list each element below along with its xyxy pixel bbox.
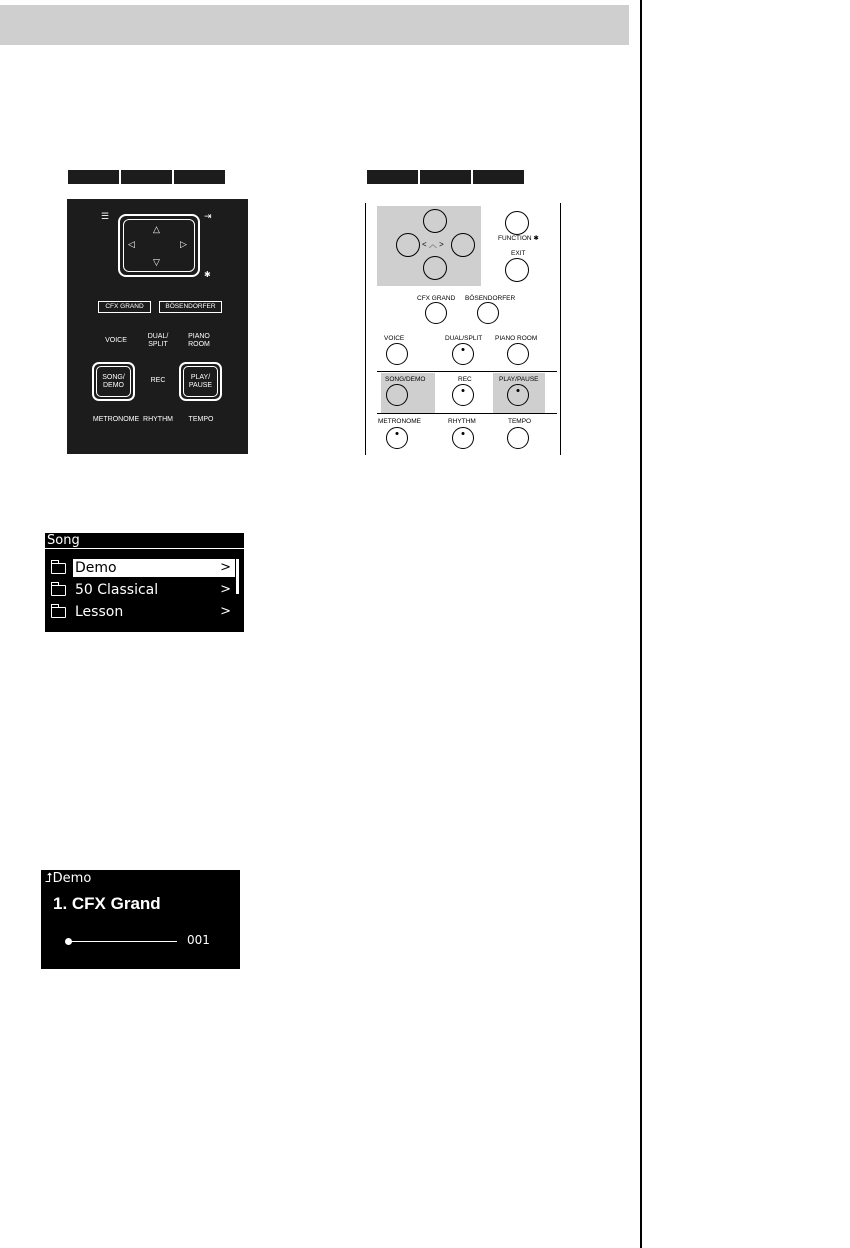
down-arrow-icon[interactable]: ▽ <box>153 257 160 267</box>
model-tab <box>68 170 119 184</box>
model-tabs-left <box>68 170 225 184</box>
control-panel-dark <box>67 199 248 454</box>
voice-label: VOICE <box>384 335 405 342</box>
cfx-grand-button[interactable] <box>425 302 447 324</box>
play-pause-button[interactable]: PLAY/ PAUSE <box>179 362 222 401</box>
cursor-arrows-icon: < ︿ > <box>422 240 444 249</box>
cfx-grand-label: CFX GRAND <box>417 295 456 302</box>
scrollbar[interactable] <box>236 559 239 594</box>
play-pause-button[interactable] <box>507 384 529 406</box>
voice-button[interactable] <box>386 343 408 365</box>
function-button[interactable] <box>505 211 529 235</box>
tempo-button[interactable] <box>507 427 529 449</box>
cursor-dpad[interactable] <box>118 214 200 277</box>
left-button[interactable] <box>396 233 420 257</box>
rhythm-button[interactable]: RHYTHM <box>143 416 173 423</box>
piano-room-button[interactable]: PIANO ROOM <box>188 333 210 348</box>
rec-button[interactable]: REC <box>150 377 166 384</box>
folder-icon <box>51 607 66 618</box>
section-header-band <box>0 5 629 45</box>
model-tab <box>420 170 471 184</box>
function-label: FUNCTION ✱ <box>498 235 539 242</box>
dual-split-button[interactable] <box>452 343 474 365</box>
rhythm-button[interactable] <box>452 427 474 449</box>
piano-room-label: PIANO ROOM <box>495 335 538 342</box>
control-panel-light <box>365 203 561 455</box>
model-tabs-right <box>367 170 524 184</box>
left-arrow-icon[interactable]: ◁ <box>128 239 135 249</box>
dual-split-button[interactable]: DUAL/ SPLIT <box>147 333 169 348</box>
demo-song-display <box>41 870 240 969</box>
list-item[interactable]: Demo > <box>51 559 231 577</box>
bosendorfer-label: BÖSENDORFER <box>465 295 516 302</box>
exit-icon[interactable]: ⇥ <box>204 211 212 221</box>
right-arrow-icon[interactable]: ▷ <box>180 239 187 249</box>
down-button[interactable] <box>423 256 447 280</box>
cfx-grand-button[interactable]: CFX GRAND <box>98 301 151 313</box>
song-position-marker[interactable] <box>65 938 72 945</box>
model-tab <box>121 170 172 184</box>
exit-button[interactable] <box>505 258 529 282</box>
rhythm-label: RHYTHM <box>448 418 476 425</box>
display-title: ⮥Demo <box>45 871 92 886</box>
song-name: 1. CFX Grand <box>53 894 161 913</box>
play-pause-label: PLAY/PAUSE <box>499 376 539 383</box>
voice-button[interactable]: VOICE <box>105 337 127 344</box>
song-demo-button[interactable]: SONG/ DEMO <box>92 362 135 401</box>
model-tab <box>367 170 418 184</box>
dual-split-label: DUAL/SPLIT <box>445 335 483 342</box>
rec-label: REC <box>458 376 472 383</box>
list-item[interactable]: 50 Classical > <box>51 581 231 599</box>
song-list-display <box>45 533 244 632</box>
display-title: Song <box>47 533 80 548</box>
metronome-label: METRONOME <box>378 418 421 425</box>
exit-label: EXIT <box>511 250 526 257</box>
bosendorfer-button[interactable]: BÖSENDORFER <box>159 301 222 313</box>
chevron-right-icon: > <box>220 582 231 597</box>
song-demo-button[interactable] <box>386 384 408 406</box>
up-button[interactable] <box>423 209 447 233</box>
song-progress-bar <box>69 941 177 942</box>
folder-icon <box>51 563 66 574</box>
margin-rule <box>640 0 642 1248</box>
chevron-right-icon: > <box>220 604 231 619</box>
menu-icon: ☰ <box>101 211 110 221</box>
metronome-button[interactable]: METRONOME <box>92 416 140 423</box>
tempo-label: TEMPO <box>508 418 532 425</box>
list-item[interactable]: Lesson > <box>51 603 231 621</box>
song-demo-label: SONG/DEMO <box>385 376 426 383</box>
bluetooth-icon: ✱ <box>204 270 211 279</box>
bosendorfer-button[interactable] <box>477 302 499 324</box>
chevron-right-icon: > <box>220 560 231 575</box>
up-arrow-icon[interactable]: △ <box>153 224 160 234</box>
right-button[interactable] <box>451 233 475 257</box>
metronome-button[interactable] <box>386 427 408 449</box>
tempo-button[interactable]: TEMPO <box>188 416 214 423</box>
measure-counter: 001 <box>187 933 210 947</box>
rec-button[interactable] <box>452 384 474 406</box>
model-tab <box>174 170 225 184</box>
piano-room-button[interactable] <box>507 343 529 365</box>
folder-icon <box>51 585 66 596</box>
model-tab <box>473 170 524 184</box>
